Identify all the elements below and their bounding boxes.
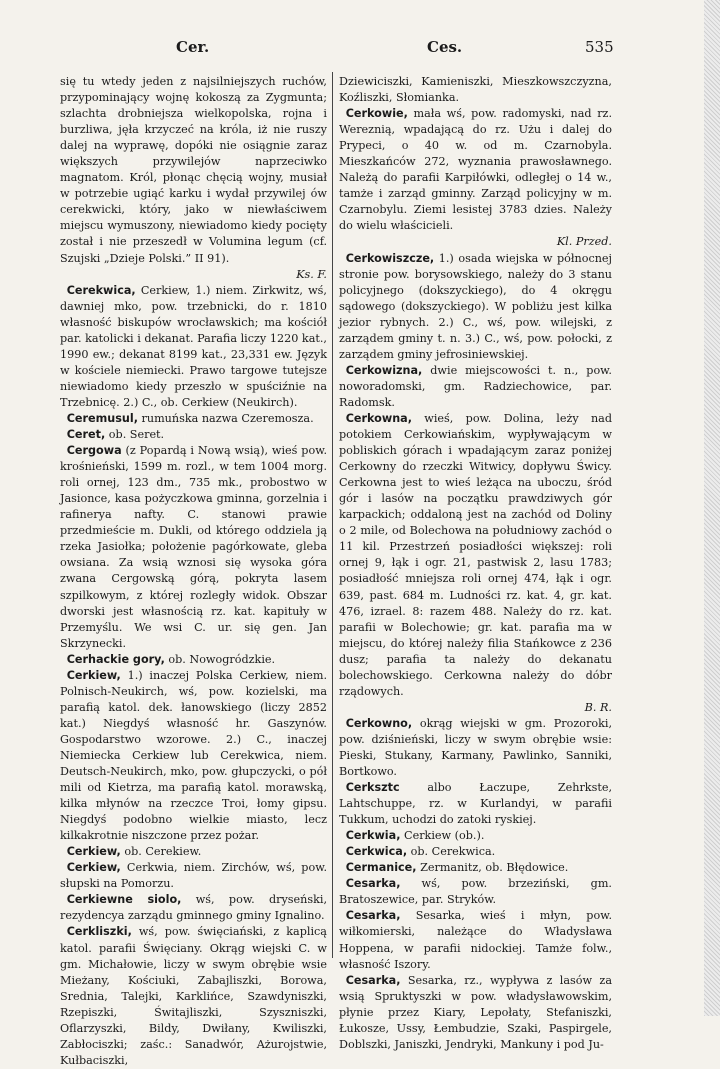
dictionary-entry [339,860,612,876]
dictionary-entry [339,251,612,363]
entry-text: okrąg wiejski w gm. Prozoroki, pow. dziśnieński, liczy w swym obrębie wsie: Pieski, Stukany, Karmany, Pawlinko, Sanniki, Bortkowo. [339,716,612,779]
dictionary-entry [60,924,327,1068]
entry-headword: Cerekwica, [66,283,136,297]
entry-text: ob. Cerekwica. [410,845,496,859]
dictionary-entry [339,411,612,700]
dictionary-entry [339,876,612,908]
entry-text: Cerkwia, niem. Zirchów, wś, pow. słupski na Pomorzu. [60,861,327,891]
entry-headword: Cesarka, [345,877,401,891]
entry-headword: Cerkiew, [66,845,121,859]
dictionary-entry [339,844,612,860]
entry-text: rumuńska nazwa Czeremosza. [141,411,314,425]
entry-text: (z Popardą i Nową wsią), wieś pow. krośnieński, 1599 m. rozl., w tem 1004 morg. roli ornej, 123 dm., 735 mk., probostwo w Jasionce, kasa pożyczkowa gminna, gorzelnia i rafinerya nafty. C. stanowi prawie przedmieście m. Dukli, od którego oddziela ją rzeka Jasiołka; położenie pagórkowate, gleba owsiana. Za wsią wznosi się wysoka góra zwana Cergowską górą, pokryta lasem szpilkowym, z której rozległy widok. Obszar dworski jest własnością rz. kat. kapituły w Przemyślu. We wsi C. ur. się gen. Jan Skrzynecki. [60,444,328,650]
entry-headword: Cerkowno, [345,716,413,730]
page-number: 535 [585,38,614,56]
dictionary-entry [339,74,612,106]
dictionary-entry [339,716,612,780]
dictionary-entry [60,283,327,411]
dictionary-entry [60,892,327,924]
entry-text: wś, pow. dryseński, rezydencya zarządu gminnego gminy Ignalino. [60,893,327,923]
entry-headword: Cerkwia, [345,829,401,843]
entry-text: Cerkiew (ob.). [404,829,485,843]
dictionary-entry [60,427,327,443]
entry-text: wieś, pow. Dolina, leży nad potokiem Cerkowiańskim, wypływającym w pobliskich górach i wpadającym zaraz poniżej Cerkowny do rzeczki Witwicy, dopływu Świcy. Cerkowna jest to wieś leżąca na uboczu, śród gór i lasów na początku prawdziwych gór karpackich; oddaloną jest na zachód od Doliny o 2 mile, od Bolechowa na południowy zachód o 11 kil. Przestrzeń posiadłości większej: roli ornej 9, łąk i ogr. 21, pastwisk 2, lasu 1783; posiadłość mniejsza roli ornej 474, łąk i ogr. 639, past. 684 m. Ludności rz. kat. 4, gr. kat. 476, izrael. 8: razem 488. Należy do rz. kat. parafii w Bolechowie; gr. kat. parafia ma w miejscu, do której należy filia Stańkowce z 236 dusz; parafia ta należy do dekanatu bolechowskiego. Cerkowna należy do dóbr rządowych. [339,411,612,698]
entry-headword: Cerksztc [345,781,400,795]
dictionary-entry [339,908,612,972]
entry-signature: B. R. [584,700,612,714]
dictionary-entry [60,443,327,652]
dictionary-entry [339,828,612,844]
dictionary-entry [60,860,327,892]
entry-signature: Kl. Przed. [556,235,612,249]
dictionary-entry [339,363,612,411]
entry-headword: Cergowa [66,444,122,458]
column-divider [332,72,333,958]
dictionary-entry [339,780,612,828]
entry-text: wś, pow. brzeziński, gm. Bratoszewice, par. Stryków. [339,877,612,907]
entry-headword: Cerhackie gory, [66,652,165,666]
entry-headword: Cesarka, [345,973,401,987]
running-head-left: Cer. [176,38,210,56]
entry-headword: Cerkwica, [345,845,408,859]
entry-text: 1.) osada wiejska w północnej stronie pow. borysowskiego, należy do 3 stanu policyjnego (dokszyckiego), do 4 okręgu sądowego (dokszyckiego). W pobliżu jest kilka jezior rybnych. 2.) C., wś, pow. wilejski, z zarządem gminy t. n. 3.) C., wś, pow. połocki, z zarządem gminy jefrosiniewskiej. [339,251,613,361]
entry-text: dwie miejscowości t. n., pow. noworadomski, gm. Radziechowice, par. Radomsk. [339,363,612,409]
entry-text: ob. Nowogródzkie. [168,652,276,666]
entry-text: Zermanitz, ob. Błędowice. [420,861,569,875]
entry-headword: Ceret, [66,428,106,442]
entry-headword: Cerkliszki, [66,925,132,939]
right-column [339,74,612,1053]
page-edge [704,0,720,1016]
entry-text: wś, pow. święciański, z kaplicą katol. parafii Święciany. Okrąg wiejski C. w gm. Michałowie, liczy w swym obrębie wsie Mieżany, Kościuki, Zabajliszki, Borowa, Srednia, Talejki, Karklińce, Szawdyniszki, Rzepiszki, Świtajliszki, Szyszniszki, Oflarzyszki, Bildy, Dwiłany, Kwiliszki, Zabłociszki; zaśc.: Sanadwór, Ażurojstwie, Kułbaciszki, [60,925,327,1067]
dictionary-entry [339,106,612,234]
page-header [0,38,720,60]
running-head-right: Ces. [427,38,463,56]
entry-headword: Ceremusul, [66,411,138,425]
entry-text: się tu wtedy jeden z najsilniejszych ruchów, przypominający wojnę kokoszą za Zygmunta; szlachta drobniejsza wielkopolska, rojna i burzliwa, jęła krzyczeć na króla, iż nie ruszy dalej na wyprawę, dopóki nie osiągnie zaraz większych przywilejów naprzeciwko magnatom. Król, płonąc chęcią wojny, musiał w potrzebie ugiąć karku i wydał przywilej ów cerekwicki, który, jako w niewłaściwem miejscu wymuszony, niewiadomo kiedy pocięty został i nie przeszedł w Volumina legum (cf. Szujski „Dzieje Polski.” II 91). [60,75,327,265]
entry-headword: Cerkowiszcze, [345,251,435,265]
dictionary-entry [60,411,327,427]
entry-text: Dziewiciszki, Kamieniszki, Mieszkowszczyzna, Koźliszki, Słomianka. [339,75,612,105]
entry-text: mała wś, pow. radomyski, nad rz. Wereznią, wpadającą do rz. Użu i dalej do Prypeci, o 40 w. od m. Czarnobyla. Mieszkańców 272, wyznania prawosławnego. Należą do parafii Karpiłówki, odległej o 14 w., tamże i zarząd gminny. Zarząd policyjny w m. Czarnobylu. Ziemi lesistej 3783 dzies. Należy do wielu właścicieli. [339,107,612,233]
left-column [60,74,327,1069]
dictionary-entry [60,74,327,267]
entry-signature: Ks. F. [296,267,327,281]
entry-headword: Cerkiewne siolo, [66,893,182,907]
entry-headword: Cerkowna, [345,411,412,425]
entry-headword: Cerkowizna, [345,363,423,377]
entry-text: ob. Cerekiew. [124,845,202,859]
entry-headword: Cerkowie, [345,107,408,121]
dictionary-entry [60,668,327,845]
entry-text: albo Łaczupe, Zehrkste, Lahtschuppe, rz. w Kurlandyi, w parafii Tukkum, uchodzi do zatoki ryskiej. [339,781,612,827]
dictionary-entry [60,652,327,668]
entry-text: ob. Seret. [108,428,165,442]
entry-text: 1.) inaczej Polska Cerkiew, niem. Polnisch-Neukirch, wś, pow. kozielski, ma parafią katol. dek. łanowskiego (liczy 2852 kat.) Niegdyś własność hr. Gaszynów. Gospodarstwo wzorowe. 2.) C., inaczej Niemiecka Cerkiew lub Cerekwica, niem. Deutsch-Neukirch, mko, pow. głupczycki, o pół mili od Kietrza, ma parafią katol. morawską, kilka młynów na rzeczce Troi, łomy gipsu. Niegdyś podobno wielkie miasto, lecz kilkakrotnie niszczone przez pożar. [60,668,327,843]
entry-headword: Cesarka, [345,909,401,923]
entry-headword: Cerkiew, [66,861,121,875]
entry-text: Cerkiew, 1.) niem. Zirkwitz, wś, dawniej mko, pow. trzebnicki, do r. 1810 własność biskupów wrocławskich; ma kościół par. katolicki i dekanat. Parafia liczy 1220 kat., 1990 ew.; dekanat 8199 kat., 23,331 ew. Język w kościele niemiecki. Prawo targowe tutejsze niewiadomo kiedy przeszło w spuściźnie na Trzebnicę. 2.) C., ob. Cerkiew (Neukirch). [60,283,327,409]
entry-headword: Cerkiew, [66,668,121,682]
dictionary-entry [339,973,612,1053]
entry-text: Sesarka, wieś i młyn, pow. wiłkomierski, należące do Władysława Hoppena, w parafii nidockiej. Tamże folw., własność Iszory. [339,909,613,971]
entry-text: Sesarka, rz., wypływa z lasów za wsią Spruktyszki w pow. władysławowskim, płynie przez Kiary, Lepołaty, Stefaniszki, Łukosze, Ussy, Łembudzie, Szaki, Paspirgele, Doblszki, Janiszki, Jendryki, Mankuny i pod Ju- [339,973,612,1051]
dictionary-entry [60,844,327,860]
entry-headword: Cermanice, [345,861,417,875]
